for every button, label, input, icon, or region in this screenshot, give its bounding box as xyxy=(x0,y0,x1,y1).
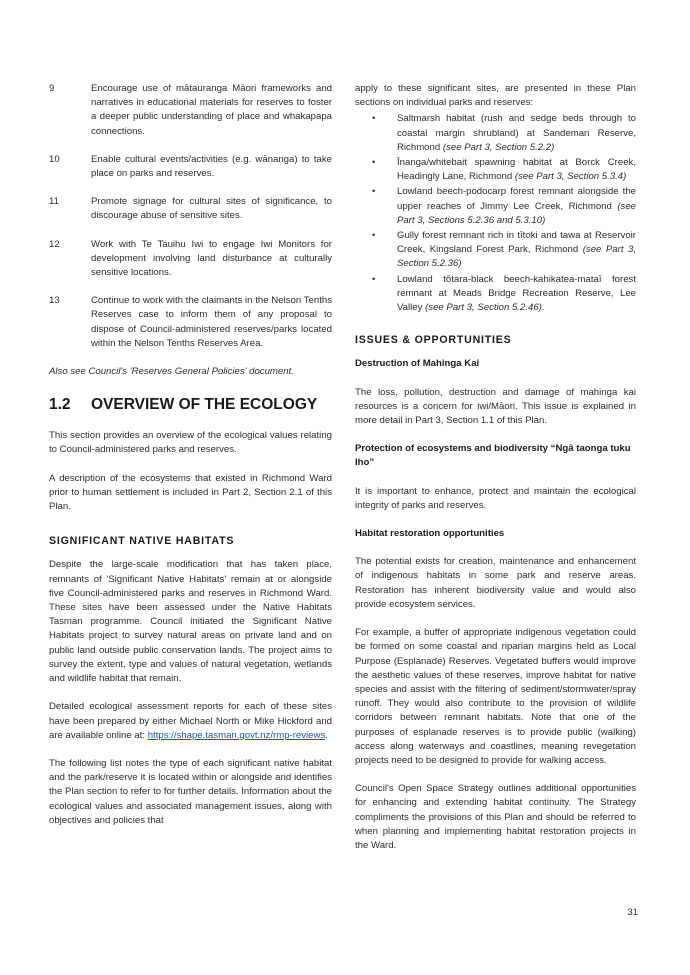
habitat-list xyxy=(355,112,636,315)
item-text: Promote signage for cultural sites of significance, to discourage abuse of sensitive sites. xyxy=(91,196,332,222)
heading-issues: ISSUES & OPPORTUNITIES xyxy=(355,334,512,347)
bullet-icon: • xyxy=(372,230,376,242)
paragraph-continued: apply to these significant sites, are presented in these Plan sections on individual parks and reserves: xyxy=(355,83,636,109)
bullet-ref: (see Part 3, Section 5.2.46) xyxy=(425,302,542,314)
bullet-icon: • xyxy=(372,157,376,169)
item-text: Work with Te Tauihu Iwi to engage Iwi Monitors for development involving land disturbance at culturally sensitive locations. xyxy=(91,238,332,279)
paragraph-loss: The loss, pollution, destruction and damage of mahinga kai resources is a concern for iwi/Māori. This issue is explained in more detail in Part 3, Section 1.1 of this Plan. xyxy=(355,386,636,427)
bullet-ref: (see Part 3, Section 5.3.4) xyxy=(514,171,627,183)
bullet-icon: • xyxy=(372,113,376,125)
section-number: 1.2 xyxy=(49,396,71,414)
also-see-note: Also see Council's 'Reserves General Policies' document. xyxy=(49,366,294,378)
numbered-item xyxy=(49,195,332,223)
subheading-protection: Protection of ecosystems and biodiversity “Ngā taonga tuku Iho” xyxy=(355,443,631,469)
list-item xyxy=(355,273,636,316)
paragraph-overview: This section provides an overview of the ecological values relating to Council-administered parks and reserves. xyxy=(49,430,332,456)
bullet-icon: • xyxy=(372,273,376,285)
paragraph-detailed: Detailed ecological assessment reports for each of these sites have been prepared by either Michael North or Mike Hickford and are available online at: https://shape.tasman.govt.nz/rmp-reviews. xyxy=(49,701,332,741)
numbered-item xyxy=(49,153,332,181)
bullet-ref: (see Part 3, Section 5.2.36) xyxy=(397,244,636,270)
list-item xyxy=(355,229,636,272)
paragraph-important: It is important to enhance, protect and maintain the ecological integrity of parks and reserves. xyxy=(355,485,636,511)
paragraph-council: Council's Open Space Strategy outlines additional opportunities for enhancing and extending habitat continuity. The Strategy compliments the provisions of this Plan and should be referred to when planning and implementing habitat restoration projects in the Ward. xyxy=(355,783,636,851)
bullet-text: Lowland beech-podocarp forest remnant alongside the upper reaches of Jimmy Lee Creek, Richmond xyxy=(397,186,636,212)
subheading-habitat: Habitat restoration opportunities xyxy=(355,528,505,540)
item-text: Enable cultural events/activities (e.g. wānanga) to take place on parks and reserves. xyxy=(91,153,332,180)
paragraph-description: A description of the ecosystems that existed in Richmond Ward prior to human settlement is included in Part 2, Section 2.1 of this Plan. xyxy=(49,472,332,513)
right-column xyxy=(355,82,636,867)
bullet-text: Lowland tōtara-black beech-kahikatea-mataī forest remnant at Meads Bridge Recreation Reserve, Lee Valley xyxy=(397,273,636,314)
left-column xyxy=(49,82,332,842)
bullet-ref: (see Part 3, Section 5.2.2) xyxy=(442,141,555,153)
page-number: 31 xyxy=(627,907,638,918)
item-number: 13 xyxy=(49,295,60,307)
paragraph-example: For example, a buffer of appropriate indigenous vegetation could be formed on some coastal and riparian margins held as Local Purpose (Esplanade) Reserves. Vegetated buffers would improve the aesthetic values of these reserves, improve habitat for native species and assist with the filtering of sediment/stormwater/spray runoff. They would also contribute to the provision of wildlife corridors between remnant habitats. Note that one of the purposes of esplanade reserves is to provide public (walking) access along waterways and coastlines, meaning revegetation projects need to be designed to provide for walking access. xyxy=(355,627,636,766)
list-item xyxy=(355,112,636,155)
heading-significant-habitats: SIGNIFICANT NATIVE HABITATS xyxy=(49,535,235,548)
item-number: 9 xyxy=(49,83,55,94)
list-item xyxy=(355,156,636,184)
rmp-reviews-link[interactable]: https://shape.tasman.govt.nz/rmp-reviews xyxy=(147,729,326,741)
item-number: 11 xyxy=(49,196,59,208)
paragraph-following: The following list notes the type of each significant native habitat and the park/reserve it is located within or alongside and identifies the Plan section to refer to for further details. Information about the ecological values and associated management issues, along with objectives and policies that xyxy=(49,757,332,826)
numbered-item xyxy=(49,238,332,281)
item-text: Encourage use of mātauranga Māori frameworks and narratives in educational materials for reserves to foster a deeper public understanding of place and whakapapa connections. xyxy=(91,83,332,137)
item-number: 12 xyxy=(49,238,60,250)
item-text: Continue to work with the claimants in the Nelson Tenths Reserves case to inform them of any proposal to dispose of Council-administered reserves/parks located within the Nelson Tenths Reserves Area. xyxy=(91,295,332,349)
bullet-ref: (see Part 3, Sections 5.2.36 and 5.3.10) xyxy=(397,200,636,226)
paragraph-detailed-text: Detailed ecological assessment reports for each of these sites have been prepared by either Michael North or Mike Hickford and are available online at: xyxy=(49,701,332,741)
item-number: 10 xyxy=(49,153,60,165)
subheading-destruction: Destruction of Mahinga Kai xyxy=(355,358,480,370)
list-item xyxy=(355,185,636,228)
numbered-item xyxy=(49,82,332,139)
bullet-text: Saltmarsh habitat (rush and sedge beds through to coastal margin shrubland) at Sandeman Reserve, Richmond xyxy=(397,113,636,153)
section-heading xyxy=(49,395,332,415)
bullet-icon: • xyxy=(372,186,376,198)
bullet-text: Gully forest remnant rich in tītoki and tawa at Reservoir Creek, Kingsland Forest Park, Richmond xyxy=(397,230,636,256)
paragraph-despite: Despite the large-scale modification that has taken place, remnants of 'Significant Native Habitats' remain at or alongside five Council-administered parks and reserves in Richmond Ward. These sites have been assessed under the Native Habitats Tasman programme. Council initiated the Significant Native Habitats project to survey natural areas on private land and on public land outside public conservation lands. The project aims to survey the extent, type and values of natural vegetation, wetlands and wildlife habitat that remain. xyxy=(49,559,332,685)
section-title: OVERVIEW OF THE ECOLOGY xyxy=(91,396,318,414)
numbered-item xyxy=(49,294,332,351)
bullet-tail: . xyxy=(541,302,545,314)
bullet-text: Īnanga/whitebait spawning habitat at Borck Creek, Headingly Lane, Richmond xyxy=(397,157,636,183)
paragraph-potential: The potential exists for creation, maintenance and enhancement of indigenous habitats in some park and reserve areas. Restoration has inherent biodiversity value and would also provide ecosystem services. xyxy=(355,556,636,610)
